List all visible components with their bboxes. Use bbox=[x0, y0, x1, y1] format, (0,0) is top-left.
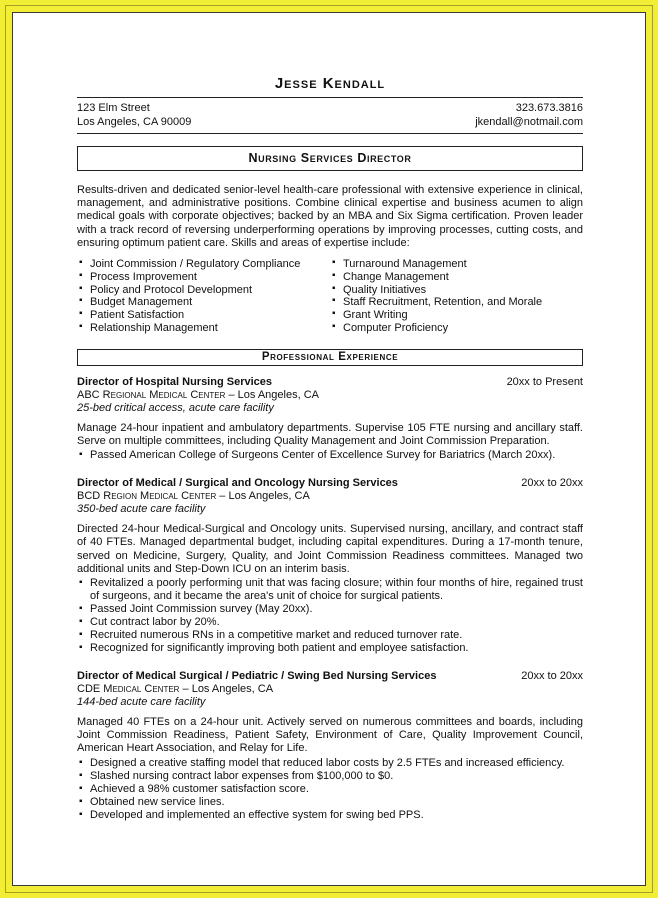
employer-line bbox=[77, 389, 583, 402]
job-bullet: ▪ Passed American College of Surgeons Center of Excellence Survey for Bariatrics (March 20xx). bbox=[77, 449, 583, 462]
employer-location: – Los Angeles, CA bbox=[216, 490, 310, 503]
job-entry bbox=[77, 670, 583, 822]
resume-page bbox=[12, 12, 646, 886]
job-dates: 20xx to 20xx bbox=[521, 670, 583, 683]
skill-item: ▪ Budget Management bbox=[77, 296, 330, 309]
skill-item: ▪ Staff Recruitment, Retention, and Morale bbox=[330, 296, 583, 309]
job-description: Directed 24-hour Medical-Surgical and Oncology units. Supervised nursing, ancillary, and contract staff of 40 FTEs. Managed departmental budget, including capital expenditures. During a 17-month tenure, served on Medicine, Surgery, Quality, and Joint Commission Readiness committees. Managed two additional units and Step-Down ICU on an interim basis. bbox=[77, 523, 583, 575]
contact-phone: 323.673.3816 bbox=[515, 102, 583, 114]
job-title: Director of Medical Surgical / Pediatric / Swing Bed Nursing Services bbox=[77, 670, 437, 683]
skill-item: ▪ Joint Commission / Regulatory Compliance bbox=[77, 258, 330, 271]
job-header bbox=[77, 670, 583, 683]
job-header bbox=[77, 477, 583, 490]
job-bullet: ▪ Recruited numerous RNs in a competitive market and reduced turnover rate. bbox=[77, 629, 583, 642]
employer-name: BCD Region Medical Center bbox=[77, 490, 217, 503]
job-dates: 20xx to Present bbox=[506, 375, 583, 388]
facility-description: 144-bed acute care facility bbox=[77, 696, 206, 709]
job-description: Manage 24-hour inpatient and ambulatory departments. Supervise 105 FTE nursing and ancillary staff. Serve on multiple committees, including Quality Management and Joint Commission Preparation. bbox=[77, 421, 583, 447]
section-header-professional-experience: Professional Experience bbox=[77, 349, 583, 366]
job-bullet: ▪ Slashed nursing contract labor expenses from $100,000 to $0. bbox=[77, 770, 583, 783]
job-bullet: ▪ Developed and implemented an effective system for swing bed PPS. bbox=[77, 809, 583, 822]
contact-address bbox=[77, 101, 191, 129]
job-bullet: ▪ Revitalized a poorly performing unit that was facing closure; within four months of hire, regained trust of surgeons, and it became the area's unit of choice for surgical patients. bbox=[77, 577, 583, 603]
employer-location: – Los Angeles, CA bbox=[225, 388, 319, 401]
job-title: Director of Medical / Surgical and Oncology Nursing Services bbox=[77, 477, 398, 490]
contact-street: 123 Elm Street bbox=[77, 102, 150, 114]
skill-item: ▪ Relationship Management bbox=[77, 322, 330, 335]
person-name: Jesse Kendall bbox=[274, 75, 386, 92]
job-bullet: ▪ Passed Joint Commission survey (May 20xx). bbox=[77, 603, 583, 616]
skill-item: ▪ Change Management bbox=[330, 271, 583, 284]
skill-item: ▪ Computer Proficiency bbox=[330, 322, 583, 335]
contact-phone-email bbox=[475, 101, 583, 129]
employer-line bbox=[77, 490, 583, 503]
job-bullet-list bbox=[77, 577, 583, 655]
job-bullet: ▪ Achieved a 98% customer satisfaction score. bbox=[77, 783, 583, 796]
job-bullet: ▪ Cut contract labor by 20%. bbox=[77, 616, 583, 629]
facility-description: 25-bed critical access, acute care facility bbox=[77, 401, 274, 414]
employer-location: – Los Angeles, CA bbox=[179, 683, 274, 696]
contact-email: jkendall@notmail.com bbox=[475, 116, 583, 128]
employer-name: ABC Regional Medical Center bbox=[77, 388, 226, 401]
contact-block bbox=[77, 98, 583, 133]
job-entry bbox=[77, 477, 583, 655]
skill-item: ▪ Quality Initiatives bbox=[330, 284, 583, 297]
job-title: Director of Hospital Nursing Services bbox=[77, 375, 272, 388]
employer-name: CDE Medical Center bbox=[77, 683, 180, 696]
skills-columns bbox=[77, 258, 583, 335]
skill-item: ▪ Patient Satisfaction bbox=[77, 309, 330, 322]
divider bbox=[77, 133, 583, 134]
yellow-frame bbox=[5, 5, 653, 893]
job-bullet-list bbox=[77, 757, 583, 822]
skill-item: ▪ Policy and Protocol Development bbox=[77, 284, 330, 297]
job-bullet-list bbox=[77, 449, 583, 462]
job-bullet: ▪ Recognized for significantly improving both patient and employee satisfaction. bbox=[77, 642, 583, 655]
skills-left-list bbox=[77, 258, 330, 335]
skills-right-list bbox=[330, 258, 583, 335]
resume-headline: Nursing Services Director bbox=[77, 146, 583, 171]
facility-description: 350-bed acute care facility bbox=[77, 503, 206, 516]
job-bullet: ▪ Obtained new service lines. bbox=[77, 796, 583, 809]
job-dates: 20xx to 20xx bbox=[521, 477, 583, 490]
skill-item: ▪ Process Improvement bbox=[77, 271, 330, 284]
skills-left-column bbox=[77, 258, 330, 335]
contact-city: Los Angeles, CA 90009 bbox=[77, 116, 192, 128]
summary-paragraph: Results-driven and dedicated senior-level health-care professional with extensive experience in clinical, management, and administrative positions. Combine clinical expertise and business acumen to align medical goals with corporate objectives; backed by an MBA and Six Sigma certification. Proven leader with a track record of reversing underperforming operations by improving processes, cutting costs, and ensuring optimum patient care. Skills and areas of expertise include: bbox=[77, 184, 583, 249]
job-description: Managed 40 FTEs on a 24-hour unit. Actively served on numerous committees and boards, including Joint Commission Readiness, Patient Safety, Environment of Care, Quality Improvement Council, American Heart Association, and Relay for Life. bbox=[77, 716, 583, 755]
skills-right-column bbox=[330, 258, 583, 335]
skill-item: ▪ Turnaround Management bbox=[330, 258, 583, 271]
employer-line bbox=[77, 683, 583, 696]
skill-item: ▪ Grant Writing bbox=[330, 309, 583, 322]
job-header bbox=[77, 376, 583, 389]
job-bullet: ▪ Designed a creative staffing model that reduced labor costs by 2.5 FTEs and increased efficiency. bbox=[77, 757, 583, 770]
job-entry bbox=[77, 376, 583, 462]
